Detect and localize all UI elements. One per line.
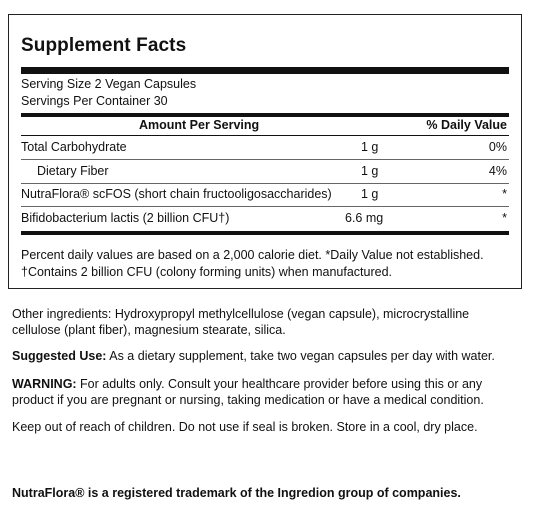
row-amount: 1 g [361, 187, 379, 201]
row-dv: 4% [488, 164, 507, 178]
header-daily-value: % Daily Value [426, 118, 507, 132]
divider-medium [21, 113, 509, 117]
divider-header [21, 135, 509, 136]
trademark-notice: NutraFlora® is a registered trademark of the Ingredion group of companies. [12, 486, 461, 500]
warning-text-line: product if you are pregnant or nursing, taking medication or have a medical condition. [12, 393, 484, 407]
row-name: Dietary Fiber [37, 164, 109, 178]
warning [12, 376, 484, 408]
suggested-use-text: As a dietary supplement, take two vegan capsules per day with water. [106, 349, 495, 363]
row-amount: 1 g [361, 164, 379, 178]
row-amount: 1 g [361, 140, 379, 154]
other-ingredients-line: cellulose (plant fiber), magnesium stearate, silica. [12, 323, 286, 337]
row-divider [21, 159, 509, 160]
footnote-cfu: †Contains 2 billion CFU (colony forming units) when manufactured. [21, 265, 393, 279]
row-dv: * [502, 211, 507, 225]
footnote-daily-value: Percent daily values are based on a 2,000 calorie diet. *Daily Value not established. [21, 248, 484, 262]
storage-instructions: Keep out of reach of children. Do not use if seal is broken. Store in a cool, dry place. [12, 420, 478, 434]
divider-medium-bottom [21, 231, 509, 235]
other-ingredients [12, 306, 469, 338]
row-divider [21, 206, 509, 207]
divider-thick [21, 67, 509, 74]
suggested-use [12, 348, 495, 364]
row-name: NutraFlora® scFOS (short chain fructooligosaccharides) [21, 187, 332, 201]
supplement-facts-panel [8, 14, 522, 289]
row-name: Bifidobacterium lactis (2 billion CFU†) [21, 211, 230, 225]
row-amount: 6.6 mg [345, 211, 384, 225]
warning-label: WARNING: [12, 377, 77, 391]
other-ingredients-line: Other ingredients: Hydroxypropyl methylcellulose (vegan capsule), microcrystalline [12, 307, 470, 321]
row-dv: 0% [488, 140, 507, 154]
suggested-use-label: Suggested Use: [12, 349, 107, 363]
row-dv: * [502, 187, 507, 201]
servings-per-container: Servings Per Container 30 [21, 94, 168, 108]
warning-text: For adults only. Consult your healthcare provider before using this or any [76, 377, 483, 391]
row-divider [21, 183, 509, 184]
panel-title: Supplement Facts [21, 35, 187, 56]
row-name: Total Carbohydrate [21, 140, 127, 154]
header-amount-per-serving: Amount Per Serving [139, 118, 260, 132]
serving-size: Serving Size 2 Vegan Capsules [21, 77, 197, 91]
